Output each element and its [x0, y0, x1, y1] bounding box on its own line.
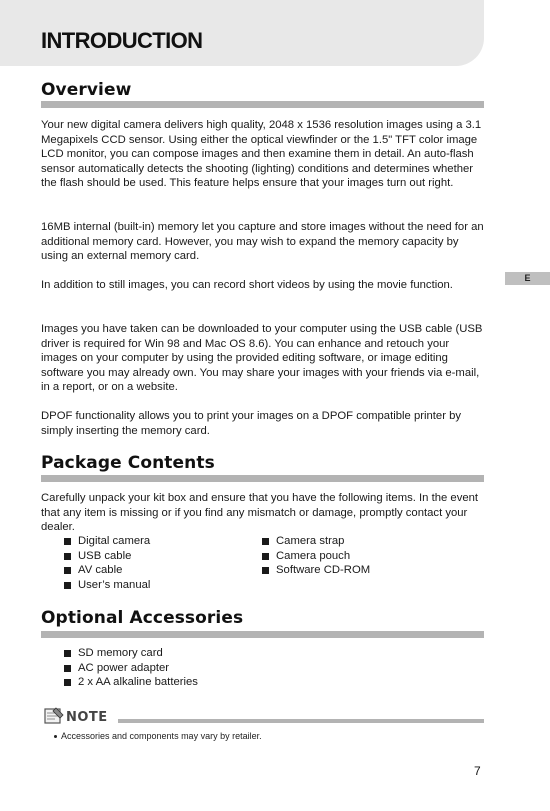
note-label: NOTE [66, 710, 108, 725]
bullet-square-icon [64, 553, 71, 560]
section-rule [41, 631, 484, 638]
bullet-square-icon [262, 567, 269, 574]
page-number: 7 [474, 764, 481, 778]
list-item: 2 x AA alkaline batteries [64, 675, 198, 690]
note-pad-icon [43, 706, 65, 726]
overview-paragraph-1: Your new digital camera delivers high quality, 2048 x 1536 resolution images using a 3.1 Megapixels CCD sensor. Using either the optical viewfinder or the 1.5" TFT color image LCD monitor, you can compose images and then examine them in detail. An auto-flash sensor automatically detects the shooting (lighting) conditions and determines whether the flash should be used. This feature helps ensure that your images turn out right. [41, 119, 482, 190]
list-item: Digital camera [64, 534, 150, 549]
bullet-square-icon [64, 567, 71, 574]
package-contents-intro: Carefully unpack your kit box and ensure that you have the following items. In the event that any item is missing or if you find any mismatch or damage, promptly contact your dealer. [41, 492, 479, 534]
chapter-title: INTRODUCTION [41, 28, 203, 53]
section-heading-package-contents: Package Contents [41, 453, 215, 473]
bullet-square-icon [64, 665, 71, 672]
optional-accessories-list [64, 646, 198, 690]
list-item: Software CD-ROM [262, 563, 370, 578]
section-rule [41, 101, 484, 108]
language-tab: E [505, 272, 550, 285]
overview-paragraph-2: 16MB internal (built-in) memory let you capture and store images without the need for an additional memory card. However, you may wish to expand the memory capacity by using an external memory card. [41, 221, 484, 263]
list-item: Camera pouch [262, 549, 370, 564]
list-item: AV cable [64, 563, 150, 578]
overview-paragraph-3: In addition to still images, you can record short videos by using the movie function. [41, 279, 453, 291]
section-heading-optional-accessories: Optional Accessories [41, 608, 244, 628]
list-item: User’s manual [64, 578, 150, 593]
overview-paragraph-5: DPOF functionality allows you to print your images on a DPOF compatible printer by simply inserting the memory card. [41, 410, 462, 437]
bullet-square-icon [64, 650, 71, 657]
bullet-square-icon [64, 538, 71, 545]
bullet-square-icon [262, 553, 269, 560]
note-rule [118, 719, 484, 723]
bullet-square-icon [64, 582, 71, 589]
list-item: SD memory card [64, 646, 198, 661]
bullet-dot-icon [54, 735, 57, 738]
overview-paragraph-4: Images you have taken can be downloaded to your computer using the USB cable (USB driver is required for Win 98 and Mac OS 8.6). You can enhance and retouch your images on your computer by using the provided editing software, or image editing software you may already own. You may share your images with your friends via e-mail, in a report, or on a website. [41, 323, 483, 394]
list-item: USB cable [64, 549, 150, 564]
section-heading-overview: Overview [41, 80, 132, 100]
bullet-square-icon [64, 679, 71, 686]
list-item: Camera strap [262, 534, 370, 549]
note-text: Accessories and components may vary by retailer. [54, 731, 262, 741]
section-rule [41, 475, 484, 482]
package-items-left [64, 534, 150, 592]
list-item: AC power adapter [64, 661, 198, 676]
package-items-right [262, 534, 370, 578]
bullet-square-icon [262, 538, 269, 545]
